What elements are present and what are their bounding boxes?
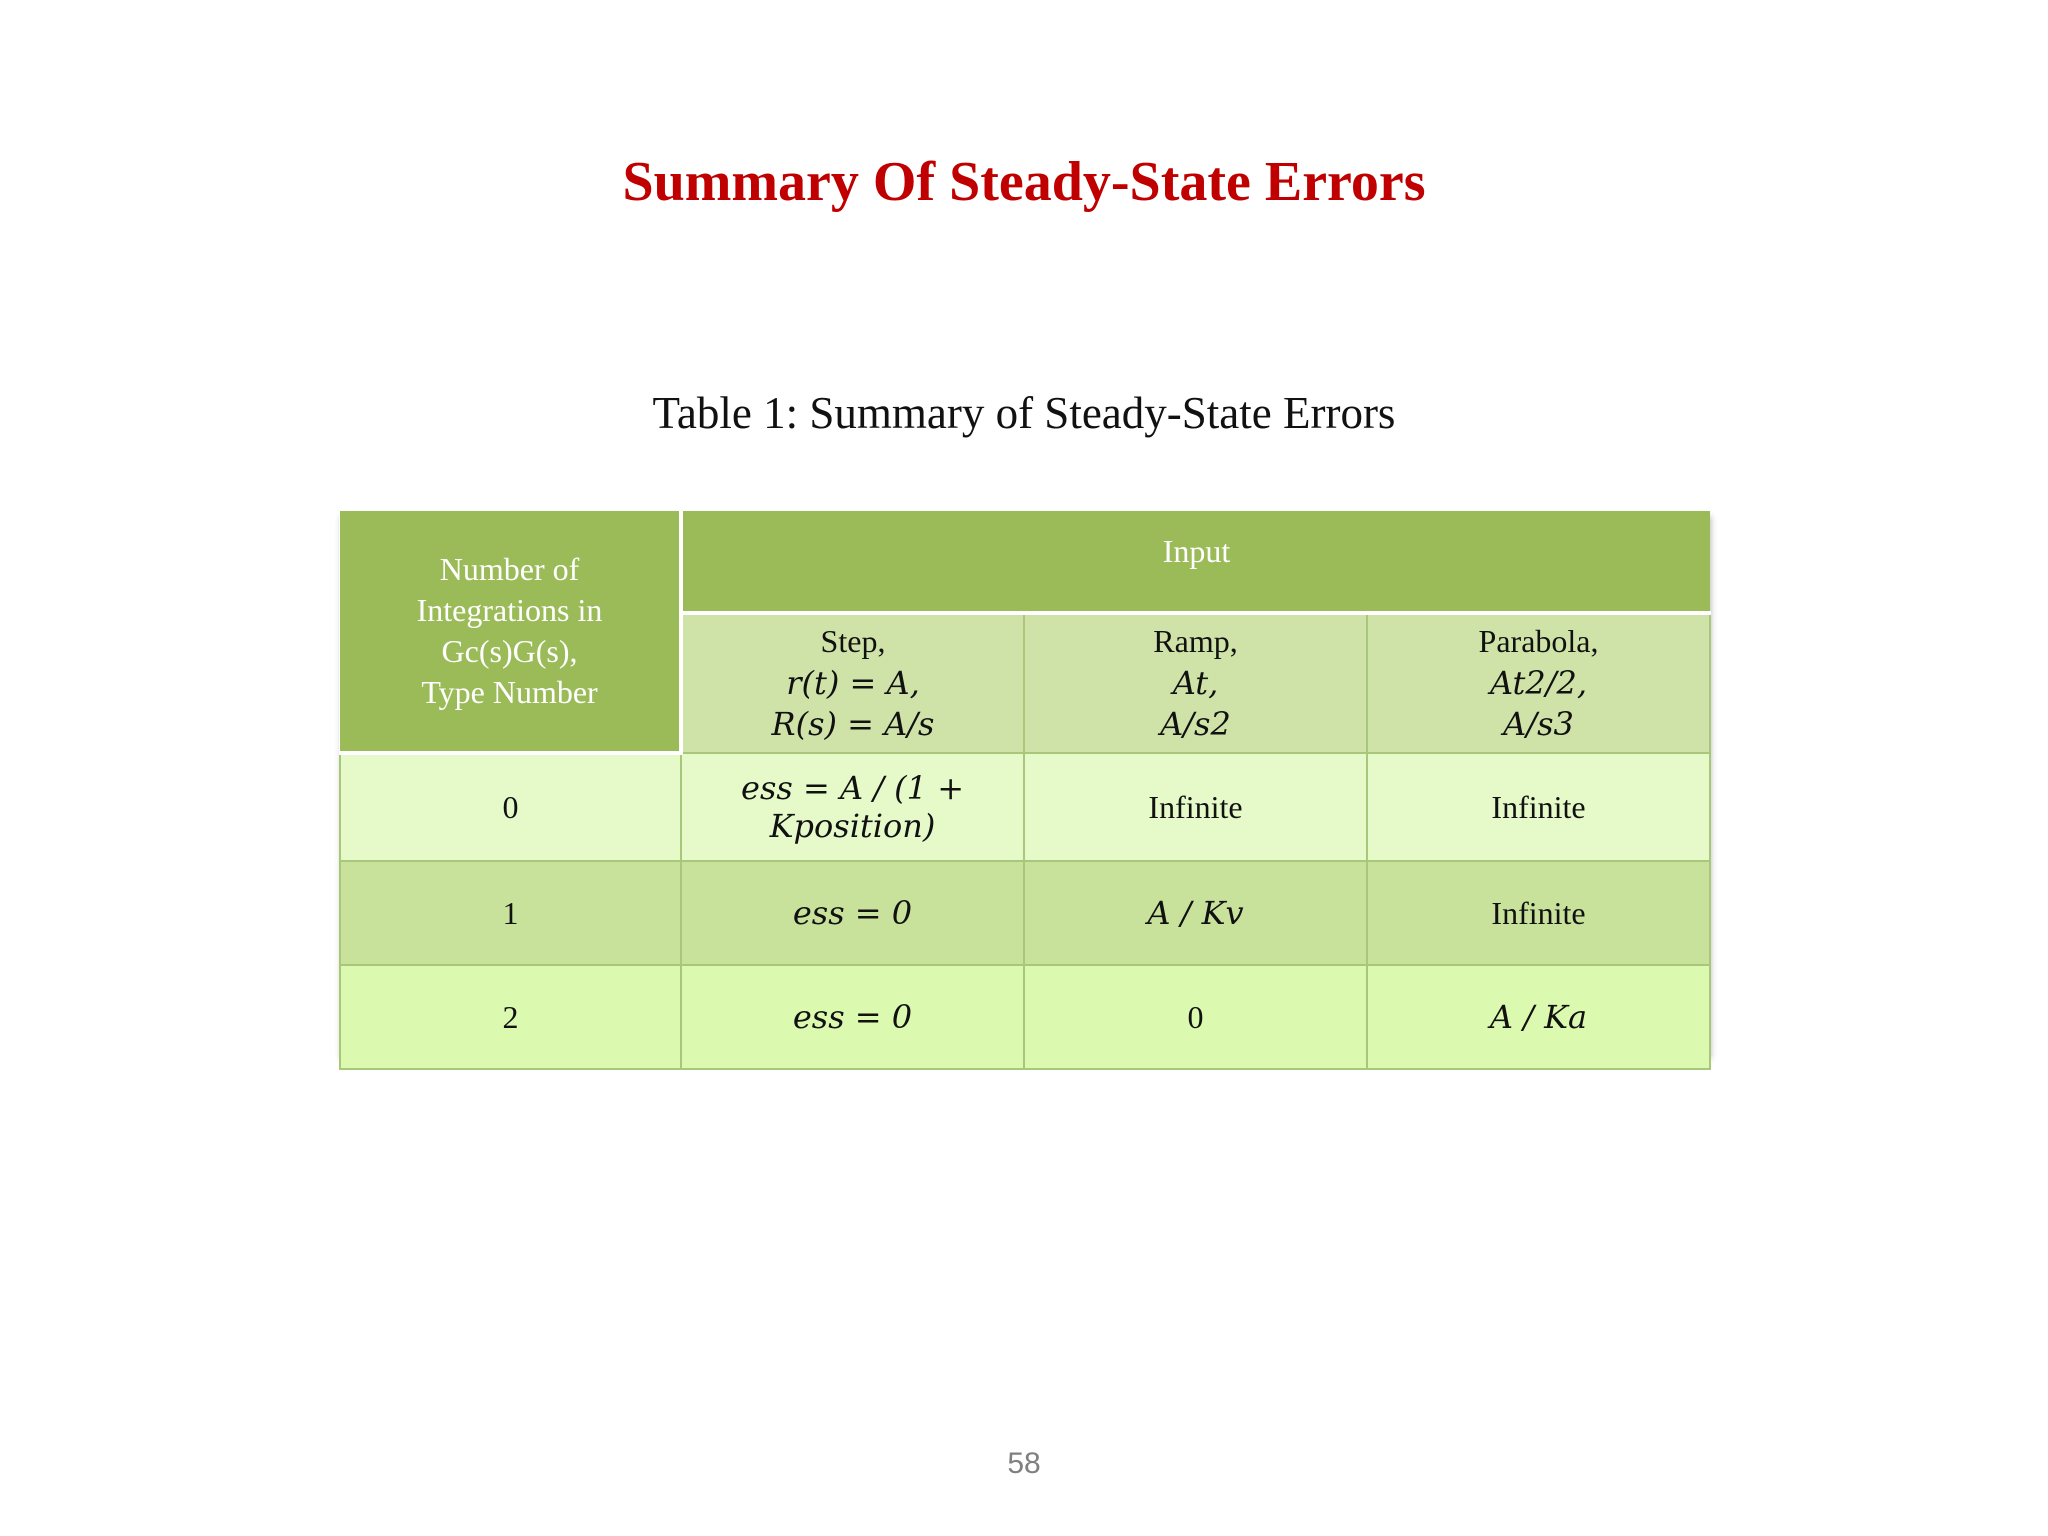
type-1-parabola-error: Infinite [1367,861,1710,965]
parabola-s-form: A/s3 [1503,705,1574,744]
type-0-cell: 0 [340,753,681,861]
steady-state-error-table [339,511,1709,1054]
parabola-time-form: At2/2, [1489,663,1588,702]
step-r-of-s: R(s) = A/s [771,705,935,744]
type-number-header [340,511,681,753]
type-1-ramp-error: A / Kv [1024,861,1367,965]
corner-line-1: Number of [439,551,580,588]
type-2-cell: 2 [340,965,681,1069]
ramp-s-form: A/s2 [1160,705,1231,744]
parabola-label: Parabola, [1478,623,1599,660]
step-header [681,613,1024,753]
type-2-ramp-error: 0 [1024,965,1367,1069]
type-0-ramp-error: Infinite [1024,753,1367,861]
corner-line-4: Type Number [421,673,598,710]
type-1-cell: 1 [340,861,681,965]
type-0-parabola-error: Infinite [1367,753,1710,861]
type-2-step-error: ess = 0 [681,965,1024,1069]
type-2-parabola-error: A / Ka [1367,965,1710,1069]
type-1-step-error: ess = 0 [681,861,1024,965]
ramp-header [1024,613,1367,753]
page-number: 58 [1007,1447,1041,1480]
step-label: Step, [820,623,886,660]
type-0-step-error: ess = A / (1 + Kposition) [681,753,1024,861]
ramp-label: Ramp, [1153,623,1238,660]
ramp-time-form: At, [1172,663,1219,702]
corner-line-3: Gc(s)G(s), [441,633,578,669]
input-header: Input [681,511,1710,613]
step-r-of-t: r(t) = A, [786,663,920,702]
corner-line-2: Integrations in [416,592,603,629]
parabola-header [1367,613,1710,753]
table-caption: Table 1: Summary of Steady-State Errors [652,388,1396,438]
slide-title: Summary Of Steady-State Errors [622,151,1426,213]
